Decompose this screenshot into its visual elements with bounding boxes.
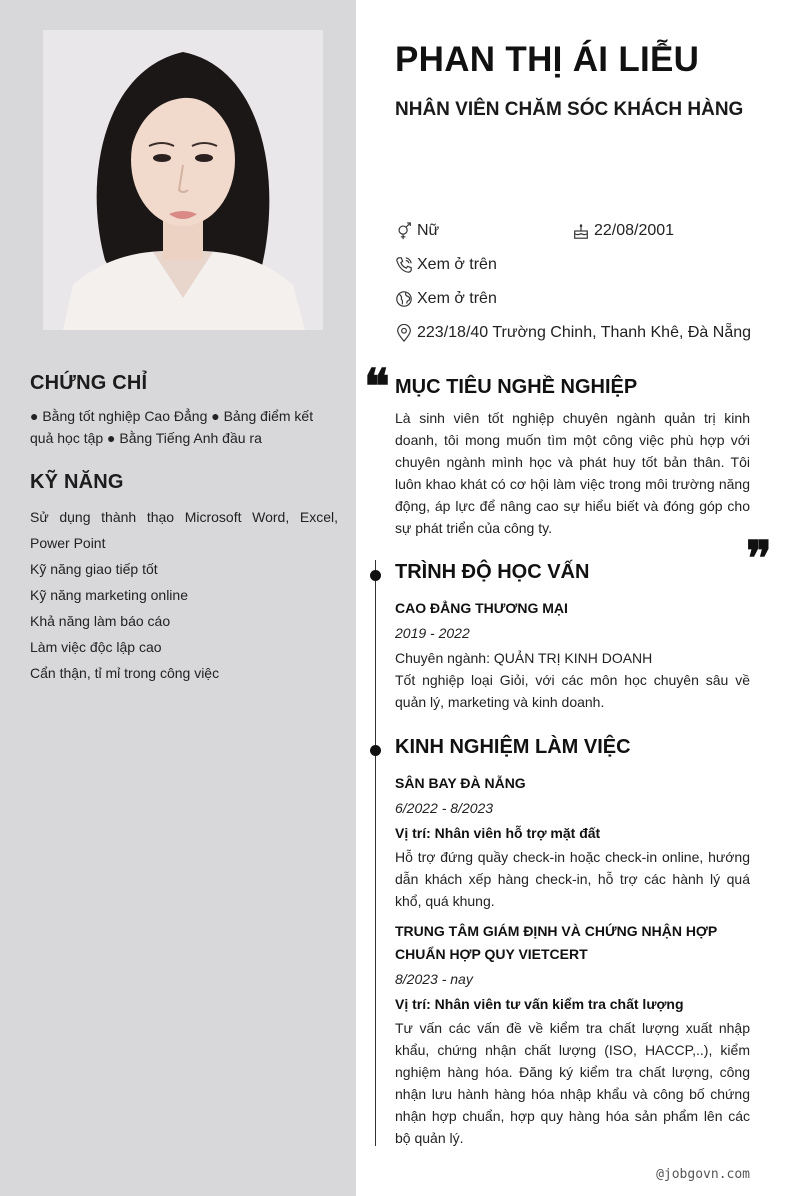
sidebar [0, 0, 356, 1196]
list-item: Cẩn thận, tỉ mỉ trong công việc [30, 665, 220, 681]
profile-photo [43, 30, 323, 330]
birthday-value: 22/08/2001 [594, 222, 675, 239]
job-position: Vị trí: Nhân viên tư vấn kiểm tra chất lượng [395, 996, 684, 1012]
timeline-line [375, 560, 376, 1146]
job-description: Hỗ trợ đứng quầy check-in hoặc check-in online, hướng dẫn khách xếp hàng check-in, hỗ trợ các hành lý quá khổ, quá khung. [395, 849, 750, 909]
education-title: TRÌNH ĐỘ HỌC VẤN [395, 561, 590, 583]
certificates-text: ● Bằng tốt nghiệp Cao Đẳng ● Bảng điểm kết quả học tập ● Bằng Tiếng Anh đầu ra [30, 408, 314, 446]
education-description: Tốt nghiệp loại Giỏi, với các môn học chuyên sâu về quản lý, marketing và kinh doanh. [395, 672, 750, 710]
certificates-title: CHỨNG CHỈ [30, 372, 148, 394]
list-item: Kỹ năng giao tiếp tốt [30, 561, 158, 577]
gender-value: Nữ [417, 222, 440, 239]
website-value: Xem ở trên [417, 290, 497, 307]
list-item: Làm việc độc lập cao [30, 639, 162, 655]
globe-icon [395, 290, 413, 308]
location-pin-icon [395, 324, 413, 342]
experience-entry [395, 920, 750, 1149]
cake-icon [572, 222, 590, 240]
education-dates: 2019 - 2022 [395, 625, 470, 641]
candidate-name: PHAN THỊ ÁI LIỄU [395, 40, 700, 79]
phone-info [395, 256, 497, 274]
gender-icon [395, 222, 413, 240]
address-value: 223/18/40 Trường Chinh, Thanh Khê, Đà Nẵng [417, 324, 752, 341]
birthday-info [572, 222, 674, 240]
job-title: NHÂN VIÊN CHĂM SÓC KHÁCH HÀNG [395, 99, 744, 120]
experience-title: KINH NGHIỆM LÀM VIỆC [395, 736, 631, 758]
education-major: Chuyên ngành: QUẢN TRỊ KINH DOANH [395, 650, 653, 666]
close-quote-icon: ❞ [746, 531, 772, 587]
timeline-dot [370, 570, 381, 581]
footer-watermark: @jobgovn.com [656, 1167, 750, 1182]
open-quote-icon: ❝ [364, 359, 390, 415]
phone-value: Xem ở trên [417, 256, 497, 273]
list-item: Khả năng làm báo cáo [30, 613, 171, 629]
school-name: CAO ĐẲNG THƯƠNG MẠI [395, 600, 568, 616]
skills-section [30, 471, 338, 686]
job-description: Tư vấn các vấn đề về kiểm tra chất lượng xuất nhập khẩu, chứng nhận chất lượng (ISO, HACCP,..), kiểm nghiệm hàng hóa. Đăng ký kiểm tra chất lượng, công nhận lưu hành hàng hóa nhập khẩu và công bố chứng nhận hợp chuẩn, hợp quy hàng hóa sản phẩm lên các bộ quản lý. [395, 1020, 750, 1146]
job-dates: 8/2023 - nay [395, 971, 473, 987]
gender-info [395, 222, 439, 240]
objective-text: Là sinh viên tốt nghiệp chuyên ngành quản trị kinh doanh, tôi mong muốn tìm một công việc phù hợp với chuyên ngành mình học và phát huy tốt bản thân. Tôi luôn khao khát có cơ hội làm việc trong môi trường năng động, áp lực để nâng cao sự hiểu biết và đóng góp cho sự phát triển của công ty. [395, 410, 750, 536]
list-item: Kỹ năng marketing online [30, 587, 188, 603]
company-name: SÂN BAY ĐÀ NẴNG [395, 775, 526, 791]
certificates-section [30, 372, 338, 449]
phone-icon [395, 256, 413, 274]
job-dates: 6/2022 - 8/2023 [395, 800, 494, 816]
job-position: Vị trí: Nhân viên hỗ trợ mặt đất [395, 825, 601, 841]
timeline-dot [370, 745, 381, 756]
experience-entry [395, 772, 750, 912]
list-item: Sử dụng thành thạo Microsoft Word, Excel, Power Point [30, 509, 338, 551]
skills-title: KỸ NĂNG [30, 471, 124, 493]
education-entry [395, 597, 750, 713]
skills-list [30, 504, 338, 686]
address-info [395, 324, 751, 342]
company-name: TRUNG TÂM GIÁM ĐỊNH VÀ CHỨNG NHẬN HỢP CHUẨN HỢP QUY VIETCERT [395, 923, 717, 962]
objective-title: MỤC TIÊU NGHỀ NGHIỆP [395, 376, 638, 398]
website-info [395, 290, 497, 308]
